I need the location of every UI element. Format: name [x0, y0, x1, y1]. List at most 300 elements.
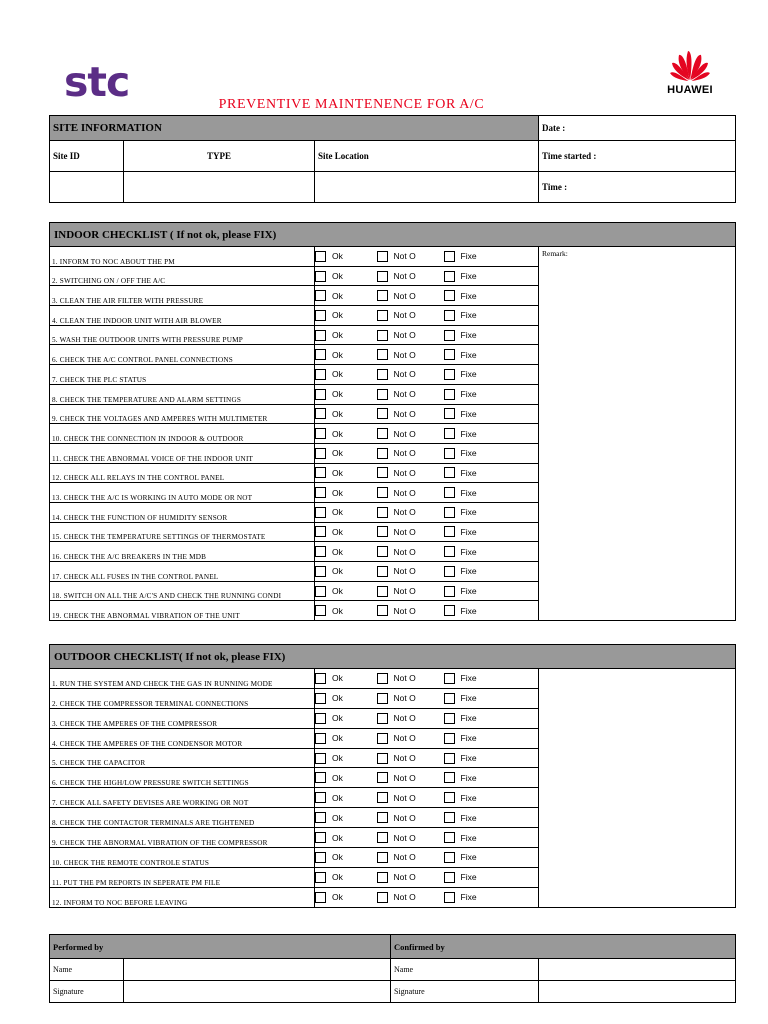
option-fixed[interactable]	[444, 792, 539, 803]
not-ok-checkbox[interactable]	[377, 852, 388, 863]
not-ok-checkbox[interactable]	[377, 713, 388, 724]
option-ok[interactable]	[315, 389, 377, 400]
ok-checkbox[interactable]	[315, 526, 326, 537]
ok-checkbox[interactable]	[315, 428, 326, 439]
fixed-label: Fixe	[460, 448, 477, 459]
ok-checkbox[interactable]	[315, 290, 326, 301]
option-not-ok[interactable]	[377, 467, 444, 478]
checklist-item: 6. CHECK THE HIGH/LOW PRESSURE SWITCH SETTINGS	[50, 768, 315, 788]
ok-label: Ok	[332, 428, 343, 439]
fixed-checkbox[interactable]	[444, 507, 455, 518]
not-ok-checkbox[interactable]	[377, 330, 388, 341]
option-ok[interactable]	[315, 487, 377, 498]
ok-checkbox[interactable]	[315, 713, 326, 724]
ok-checkbox[interactable]	[315, 605, 326, 616]
option-cell-not-ok	[377, 384, 444, 404]
fixed-label: Fixe	[460, 605, 477, 616]
option-cell-ok	[315, 522, 377, 542]
option-not-ok[interactable]	[377, 330, 444, 341]
ok-label: Ok	[332, 271, 343, 282]
not-ok-label: Not O	[393, 507, 416, 518]
checklist-item: 8. CHECK THE TEMPERATURE AND ALARM SETTINGS	[50, 384, 315, 404]
option-not-ok[interactable]	[377, 693, 444, 704]
fixed-checkbox[interactable]	[444, 792, 455, 803]
ok-checkbox[interactable]	[315, 772, 326, 783]
option-fixed[interactable]	[444, 310, 539, 321]
type-label: TYPE	[124, 141, 315, 172]
checklist-item: 15. CHECK THE TEMPERATURE SETTINGS OF THERMOSTATE	[50, 522, 315, 542]
site-information-table	[49, 115, 736, 203]
option-ok[interactable]	[315, 832, 377, 843]
option-ok[interactable]	[315, 546, 377, 557]
option-not-ok[interactable]	[377, 673, 444, 684]
checklist-item: 18. SWITCH ON ALL THE A/C'S AND CHECK THE RUNNING CONDI	[50, 581, 315, 601]
option-fixed[interactable]	[444, 467, 539, 478]
ok-label: Ok	[332, 467, 343, 478]
option-fixed[interactable]	[444, 892, 539, 903]
option-fixed[interactable]	[444, 507, 539, 518]
option-not-ok[interactable]	[377, 271, 444, 282]
option-ok[interactable]	[315, 310, 377, 321]
fixed-checkbox[interactable]	[444, 892, 455, 903]
option-not-ok[interactable]	[377, 349, 444, 360]
option-fixed[interactable]	[444, 605, 539, 616]
site-location-field[interactable]	[315, 172, 539, 203]
date-field[interactable]: Date :	[539, 116, 736, 141]
not-ok-checkbox[interactable]	[377, 507, 388, 518]
fixed-checkbox[interactable]	[444, 713, 455, 724]
fixed-checkbox[interactable]	[444, 408, 455, 419]
not-ok-checkbox[interactable]	[377, 467, 388, 478]
not-ok-checkbox[interactable]	[377, 408, 388, 419]
option-ok[interactable]	[315, 330, 377, 341]
performed-signature-field[interactable]	[124, 981, 391, 1003]
option-cell-not-ok	[377, 247, 444, 267]
ok-checkbox[interactable]	[315, 389, 326, 400]
option-ok[interactable]	[315, 673, 377, 684]
ok-label: Ok	[332, 753, 343, 763]
option-ok[interactable]	[315, 566, 377, 577]
fixed-checkbox[interactable]	[444, 428, 455, 439]
checklist-item: 11. PUT THE PM REPORTS IN SEPERATE PM FILE	[50, 867, 315, 887]
option-cell-not-ok	[377, 463, 444, 483]
confirmed-name-label: Name	[391, 959, 539, 981]
not-ok-label: Not O	[393, 812, 416, 823]
option-cell-not-ok	[377, 306, 444, 326]
not-ok-label: Not O	[393, 673, 416, 684]
fixed-checkbox[interactable]	[444, 693, 455, 704]
signature-table	[49, 934, 736, 1003]
option-ok[interactable]	[315, 892, 377, 903]
option-fixed[interactable]	[444, 546, 539, 557]
option-ok[interactable]	[315, 290, 377, 301]
option-cell-ok	[315, 748, 377, 768]
ok-checkbox[interactable]	[315, 872, 326, 883]
option-fixed[interactable]	[444, 772, 539, 783]
option-ok[interactable]	[315, 369, 377, 380]
option-fixed[interactable]	[444, 872, 539, 883]
not-ok-checkbox[interactable]	[377, 369, 388, 380]
ok-label: Ok	[332, 792, 343, 803]
fixed-checkbox[interactable]	[444, 852, 455, 863]
option-fixed[interactable]	[444, 389, 539, 400]
option-ok[interactable]	[315, 408, 377, 419]
fixed-checkbox[interactable]	[444, 832, 455, 843]
ok-checkbox[interactable]	[315, 693, 326, 704]
option-fixed[interactable]	[444, 526, 539, 537]
not-ok-checkbox[interactable]	[377, 792, 388, 803]
ok-checkbox[interactable]	[315, 369, 326, 380]
ok-checkbox[interactable]	[315, 271, 326, 282]
option-not-ok[interactable]	[377, 792, 444, 803]
option-cell-ok	[315, 669, 377, 689]
not-ok-label: Not O	[393, 448, 416, 459]
option-not-ok[interactable]	[377, 713, 444, 724]
fixed-label: Fixe	[460, 546, 477, 557]
performed-name-label: Name	[50, 959, 124, 981]
confirmed-signature-label: Signature	[391, 981, 539, 1003]
fixed-checkbox[interactable]	[444, 733, 455, 744]
ok-checkbox[interactable]	[315, 448, 326, 459]
option-cell-not-ok	[377, 748, 444, 768]
option-ok[interactable]	[315, 349, 377, 360]
option-fixed[interactable]	[444, 812, 539, 823]
option-cell-fixed	[444, 443, 539, 463]
checklist-item: 3. CHECK THE AMPERES OF THE COMPRESSOR	[50, 708, 315, 728]
option-fixed[interactable]	[444, 487, 539, 498]
ok-label: Ok	[332, 487, 343, 498]
option-cell-ok	[315, 365, 377, 385]
option-fixed[interactable]	[444, 673, 539, 684]
option-cell-fixed	[444, 562, 539, 582]
not-ok-checkbox[interactable]	[377, 872, 388, 883]
not-ok-checkbox[interactable]	[377, 693, 388, 704]
ok-checkbox[interactable]	[315, 586, 326, 597]
ok-label: Ok	[332, 832, 343, 843]
fixed-label: Fixe	[460, 872, 477, 883]
ok-label: Ok	[332, 872, 343, 883]
option-fixed[interactable]	[444, 408, 539, 419]
option-not-ok[interactable]	[377, 408, 444, 419]
ok-label: Ok	[332, 448, 343, 459]
option-ok[interactable]	[315, 852, 377, 863]
confirmed-signature-field[interactable]	[539, 981, 736, 1003]
site-id-field[interactable]	[50, 172, 124, 203]
not-ok-checkbox[interactable]	[377, 753, 388, 764]
option-not-ok[interactable]	[377, 251, 444, 262]
option-fixed[interactable]	[444, 852, 539, 863]
fixed-checkbox[interactable]	[444, 271, 455, 282]
option-cell-ok	[315, 867, 377, 887]
site-location-label: Site Location	[315, 141, 539, 172]
fixed-checkbox[interactable]	[444, 448, 455, 459]
not-ok-checkbox[interactable]	[377, 448, 388, 459]
not-ok-label: Not O	[393, 713, 416, 724]
ok-checkbox[interactable]	[315, 566, 326, 577]
option-fixed[interactable]	[444, 369, 539, 380]
option-ok[interactable]	[315, 872, 377, 883]
option-ok[interactable]	[315, 467, 377, 478]
option-fixed[interactable]	[444, 349, 539, 360]
option-ok[interactable]	[315, 507, 377, 518]
option-fixed[interactable]	[444, 271, 539, 282]
time-started-field[interactable]: Time started :	[539, 141, 736, 172]
not-ok-label: Not O	[393, 792, 416, 803]
option-cell-fixed	[444, 325, 539, 345]
option-not-ok[interactable]	[377, 605, 444, 616]
not-ok-checkbox[interactable]	[377, 812, 388, 823]
fixed-checkbox[interactable]	[444, 673, 455, 684]
outdoor-remark-box[interactable]	[539, 669, 736, 908]
option-not-ok[interactable]	[377, 772, 444, 783]
checklist-row	[50, 247, 736, 267]
checklist-item: 7. CHECK ALL SAFETY DEVISES ARE WORKING OR NOT	[50, 788, 315, 808]
ok-checkbox[interactable]	[315, 546, 326, 557]
ok-checkbox[interactable]	[315, 487, 326, 498]
option-cell-not-ok	[377, 728, 444, 748]
fixed-checkbox[interactable]	[444, 251, 455, 262]
option-fixed[interactable]	[444, 753, 539, 764]
option-cell-fixed	[444, 581, 539, 601]
ok-checkbox[interactable]	[315, 852, 326, 863]
not-ok-checkbox[interactable]	[377, 772, 388, 783]
option-not-ok[interactable]	[377, 872, 444, 883]
fixed-checkbox[interactable]	[444, 369, 455, 380]
not-ok-checkbox[interactable]	[377, 605, 388, 616]
option-cell-ok	[315, 808, 377, 828]
ok-checkbox[interactable]	[315, 467, 326, 478]
option-not-ok[interactable]	[377, 290, 444, 301]
option-ok[interactable]	[315, 753, 377, 764]
confirmed-by-heading: Confirmed by	[391, 935, 736, 959]
ok-checkbox[interactable]	[315, 330, 326, 341]
option-not-ok[interactable]	[377, 892, 444, 903]
not-ok-checkbox[interactable]	[377, 546, 388, 557]
option-ok[interactable]	[315, 448, 377, 459]
option-fixed[interactable]	[444, 290, 539, 301]
option-not-ok[interactable]	[377, 832, 444, 843]
option-ok[interactable]	[315, 792, 377, 803]
option-ok[interactable]	[315, 251, 377, 262]
option-cell-ok	[315, 601, 377, 621]
option-not-ok[interactable]	[377, 448, 444, 459]
option-cell-fixed	[444, 424, 539, 444]
option-cell-fixed	[444, 601, 539, 621]
checklist-item: 3. CLEAN THE AIR FILTER WITH PRESSURE	[50, 286, 315, 306]
not-ok-label: Not O	[393, 330, 416, 341]
fixed-label: Fixe	[460, 467, 477, 478]
not-ok-checkbox[interactable]	[377, 673, 388, 684]
not-ok-label: Not O	[393, 605, 416, 616]
checklist-item: 12. CHECK ALL RELAYS IN THE CONTROL PANEL	[50, 463, 315, 483]
fixed-checkbox[interactable]	[444, 330, 455, 341]
fixed-checkbox[interactable]	[444, 389, 455, 400]
option-not-ok[interactable]	[377, 369, 444, 380]
fixed-checkbox[interactable]	[444, 546, 455, 557]
option-not-ok[interactable]	[377, 586, 444, 597]
option-cell-not-ok	[377, 502, 444, 522]
fixed-checkbox[interactable]	[444, 605, 455, 616]
fixed-checkbox[interactable]	[444, 487, 455, 498]
option-fixed[interactable]	[444, 428, 539, 439]
not-ok-checkbox[interactable]	[377, 389, 388, 400]
ok-label: Ok	[332, 290, 343, 301]
not-ok-label: Not O	[393, 408, 416, 419]
not-ok-checkbox[interactable]	[377, 487, 388, 498]
option-fixed[interactable]	[444, 832, 539, 843]
not-ok-checkbox[interactable]	[377, 892, 388, 903]
option-fixed[interactable]	[444, 251, 539, 262]
fixed-checkbox[interactable]	[444, 526, 455, 537]
option-not-ok[interactable]	[377, 546, 444, 557]
option-cell-fixed	[444, 688, 539, 708]
option-ok[interactable]	[315, 526, 377, 537]
option-cell-fixed	[444, 867, 539, 887]
option-cell-ok	[315, 404, 377, 424]
option-cell-not-ok	[377, 768, 444, 788]
option-fixed[interactable]	[444, 330, 539, 341]
not-ok-label: Not O	[393, 566, 416, 577]
option-not-ok[interactable]	[377, 389, 444, 400]
option-fixed[interactable]	[444, 733, 539, 744]
option-cell-not-ok	[377, 424, 444, 444]
option-ok[interactable]	[315, 733, 377, 744]
option-ok[interactable]	[315, 428, 377, 439]
checklist-item: 6. CHECK THE A/C CONTROL PANEL CONNECTIONS	[50, 345, 315, 365]
fixed-label: Fixe	[460, 812, 477, 823]
ok-checkbox[interactable]	[315, 507, 326, 518]
option-cell-ok	[315, 581, 377, 601]
option-not-ok[interactable]	[377, 507, 444, 518]
not-ok-label: Not O	[393, 428, 416, 439]
not-ok-checkbox[interactable]	[377, 251, 388, 262]
option-cell-fixed	[444, 887, 539, 907]
ok-checkbox[interactable]	[315, 792, 326, 803]
ok-checkbox[interactable]	[315, 673, 326, 684]
not-ok-label: Not O	[393, 772, 416, 783]
option-fixed[interactable]	[444, 713, 539, 724]
option-cell-fixed	[444, 365, 539, 385]
checklist-item: 1. INFORM TO NOC ABOUT THE PM	[50, 247, 315, 267]
fixed-label: Fixe	[460, 566, 477, 577]
not-ok-checkbox[interactable]	[377, 349, 388, 360]
fixed-checkbox[interactable]	[444, 310, 455, 321]
option-ok[interactable]	[315, 271, 377, 282]
not-ok-checkbox[interactable]	[377, 832, 388, 843]
performed-name-field[interactable]	[124, 959, 391, 981]
option-not-ok[interactable]	[377, 310, 444, 321]
indoor-remark-box[interactable]: Remark:	[539, 247, 736, 621]
fixed-checkbox[interactable]	[444, 812, 455, 823]
option-cell-ok	[315, 848, 377, 868]
not-ok-checkbox[interactable]	[377, 428, 388, 439]
checklist-item: 9. CHECK THE VOLTAGES AND AMPERES WITH MULTIMETER	[50, 404, 315, 424]
option-cell-not-ok	[377, 788, 444, 808]
option-cell-not-ok	[377, 483, 444, 503]
option-ok[interactable]	[315, 772, 377, 783]
ok-label: Ok	[332, 349, 343, 360]
not-ok-label: Not O	[393, 872, 416, 883]
fixed-checkbox[interactable]	[444, 872, 455, 883]
option-not-ok[interactable]	[377, 753, 444, 764]
option-not-ok[interactable]	[377, 526, 444, 537]
option-cell-fixed	[444, 669, 539, 689]
ok-checkbox[interactable]	[315, 408, 326, 419]
ok-label: Ok	[332, 330, 343, 341]
ok-label: Ok	[332, 507, 343, 518]
ok-label: Ok	[332, 526, 343, 537]
option-ok[interactable]	[315, 586, 377, 597]
option-ok[interactable]	[315, 812, 377, 823]
option-fixed[interactable]	[444, 586, 539, 597]
option-not-ok[interactable]	[377, 566, 444, 577]
option-cell-fixed	[444, 788, 539, 808]
option-not-ok[interactable]	[377, 487, 444, 498]
option-cell-fixed	[444, 345, 539, 365]
fixed-checkbox[interactable]	[444, 772, 455, 783]
type-field[interactable]	[124, 172, 315, 203]
option-cell-ok	[315, 768, 377, 788]
option-ok[interactable]	[315, 693, 377, 704]
fixed-checkbox[interactable]	[444, 753, 455, 764]
option-not-ok[interactable]	[377, 428, 444, 439]
checklist-item: 19. CHECK THE ABNORMAL VIBRATION OF THE UNIT	[50, 601, 315, 621]
time-field[interactable]: Time :	[539, 172, 736, 203]
not-ok-checkbox[interactable]	[377, 586, 388, 597]
ok-checkbox[interactable]	[315, 310, 326, 321]
option-ok[interactable]	[315, 605, 377, 616]
option-ok[interactable]	[315, 713, 377, 724]
ok-checkbox[interactable]	[315, 753, 326, 764]
ok-label: Ok	[332, 693, 343, 704]
ok-checkbox[interactable]	[315, 251, 326, 262]
fixed-checkbox[interactable]	[444, 349, 455, 360]
option-fixed[interactable]	[444, 448, 539, 459]
option-not-ok[interactable]	[377, 733, 444, 744]
not-ok-checkbox[interactable]	[377, 566, 388, 577]
not-ok-checkbox[interactable]	[377, 526, 388, 537]
fixed-checkbox[interactable]	[444, 467, 455, 478]
fixed-label: Fixe	[460, 693, 477, 704]
fixed-checkbox[interactable]	[444, 586, 455, 597]
option-cell-not-ok	[377, 708, 444, 728]
option-cell-fixed	[444, 848, 539, 868]
fixed-checkbox[interactable]	[444, 290, 455, 301]
not-ok-checkbox[interactable]	[377, 271, 388, 282]
ok-checkbox[interactable]	[315, 733, 326, 744]
option-not-ok[interactable]	[377, 852, 444, 863]
fixed-label: Fixe	[460, 408, 477, 419]
option-fixed[interactable]	[444, 693, 539, 704]
not-ok-label: Not O	[393, 487, 416, 498]
option-cell-not-ok	[377, 345, 444, 365]
option-not-ok[interactable]	[377, 812, 444, 823]
ok-checkbox[interactable]	[315, 892, 326, 903]
ok-checkbox[interactable]	[315, 349, 326, 360]
ok-label: Ok	[332, 892, 343, 903]
ok-checkbox[interactable]	[315, 832, 326, 843]
option-cell-ok	[315, 424, 377, 444]
checklist-item: 13. CHECK THE A/C IS WORKING IN AUTO MODE OR NOT	[50, 483, 315, 503]
option-cell-fixed	[444, 808, 539, 828]
not-ok-checkbox[interactable]	[377, 733, 388, 744]
fixed-checkbox[interactable]	[444, 566, 455, 577]
ok-checkbox[interactable]	[315, 812, 326, 823]
option-fixed[interactable]	[444, 566, 539, 577]
not-ok-checkbox[interactable]	[377, 290, 388, 301]
confirmed-name-field[interactable]	[539, 959, 736, 981]
not-ok-checkbox[interactable]	[377, 310, 388, 321]
